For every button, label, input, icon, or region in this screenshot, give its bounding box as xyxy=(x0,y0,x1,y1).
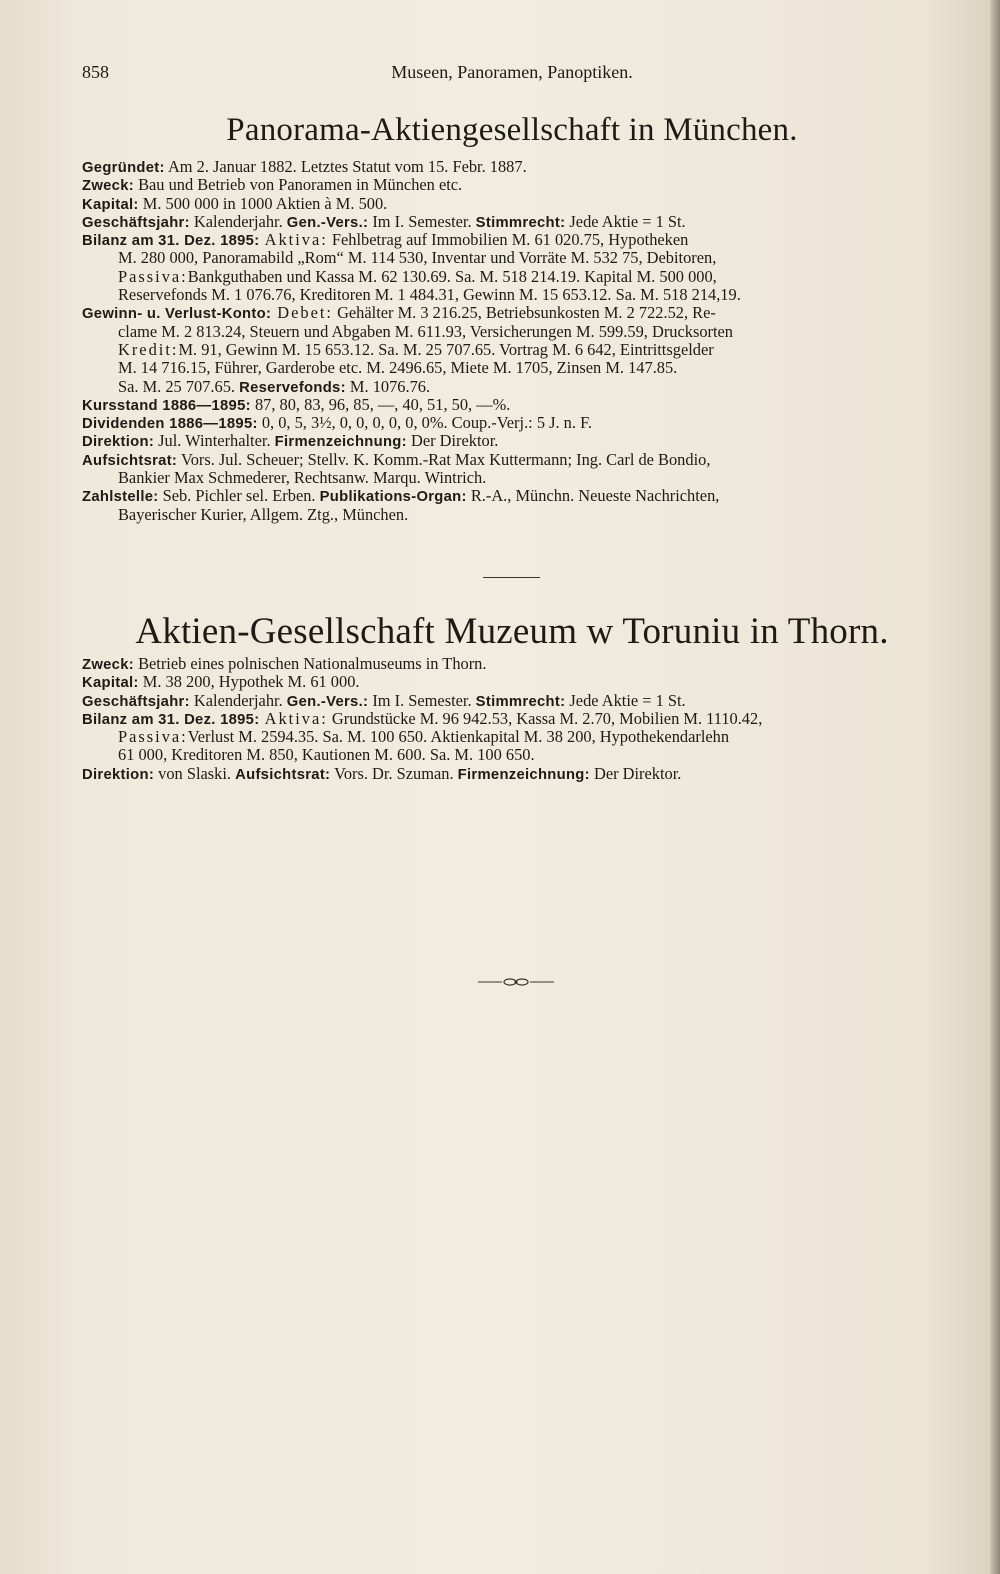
entry-spaced-label: Aktiva: xyxy=(259,230,328,250)
entry-line xyxy=(82,414,948,432)
entry-label: Dividenden 1886—1895: xyxy=(82,416,258,433)
entry-text: Grundstücke M. 96 942.53, Kassa M. 2.70, Mobilien M. 1110.42, xyxy=(327,708,763,728)
entry-line xyxy=(82,341,948,359)
entry-label: Publikations-Organ: xyxy=(319,489,467,506)
entry-line xyxy=(82,673,948,691)
entry-line xyxy=(82,286,948,304)
entry-line xyxy=(82,396,948,414)
entry-text: Gehälter M. 3 216.25, Betriebsunkosten M. 2 722.52, Re- xyxy=(332,303,716,323)
entry-text: Der Direktor. xyxy=(589,763,682,783)
entry-label: Kapital: xyxy=(82,675,139,692)
entry-text: Im I. Semester. xyxy=(368,690,472,710)
entry-text: Jede Aktie = 1 St. xyxy=(565,211,686,231)
entry-label: Bilanz am 31. Dez. 1895: xyxy=(82,711,260,728)
entry-text: Aktienkapital M. 38 200, Hypothekendarlehn xyxy=(427,727,730,747)
entry-line xyxy=(82,746,948,764)
entry-label: Firmenzeichnung: xyxy=(457,766,590,783)
fleuron-ornament-icon xyxy=(476,977,556,987)
entry-text: 61 000, Kreditoren M. 850, Kautionen M. 600. Sa. M. 100 650. xyxy=(118,745,535,765)
entry-text: Jede Aktie = 1 St. xyxy=(565,690,686,710)
entry-line xyxy=(82,655,948,673)
entry-line xyxy=(82,213,948,231)
entry-line xyxy=(82,304,948,322)
entry-label: Gegründet: xyxy=(82,160,165,176)
entry-text: Kalenderjahr. xyxy=(189,211,283,231)
entry-text: Kalenderjahr. xyxy=(189,690,283,710)
entry-label: Zweck: xyxy=(82,178,134,195)
entry-label: Aufsichtsrat: xyxy=(82,452,178,469)
entry-text: Sa. M. 25 707.65. xyxy=(118,376,236,396)
entry-label: Aufsichtsrat: xyxy=(235,766,331,783)
entry-line xyxy=(82,692,948,710)
entry-text: Am 2. Januar 1882. Letztes Statut vom 15. Febr. 1887. xyxy=(164,157,527,176)
entry-text: M. 14 716.15, Führer, Garderobe etc. M. 2496.65, Miete M. 1705, Zinsen M. 147.85. xyxy=(118,358,678,378)
entry-line xyxy=(82,506,948,524)
entry-text: Reservefonds M. 1 076.76, Kreditoren M. 1 484.31, Gewinn M. 15 653.12. Sa. M. 518 214,19. xyxy=(118,285,741,305)
entry-text: Der Direktor. xyxy=(406,431,499,451)
entry-spaced-label: Aktiva: xyxy=(259,708,328,728)
entry-label: Firmenzeichnung: xyxy=(274,434,407,451)
entry-text: Kapital M. 500 000, xyxy=(580,266,717,286)
entry-text: Verlust M. 2594.35. Sa. M. 100 650. xyxy=(187,727,428,747)
entry-line xyxy=(82,323,948,341)
entry-line xyxy=(82,359,948,377)
entry-line xyxy=(82,432,948,450)
section-title-muzeum: Aktien-Gesellschaft Muzeum w Toruniu in Thorn. xyxy=(135,611,889,652)
entry-line xyxy=(82,249,948,267)
entry-label: Geschäftsjahr: xyxy=(82,214,190,231)
entry-text: Bankguthaben und Kassa M. 62 130.69. Sa. M. 518 214.19. xyxy=(187,266,581,286)
entry-label: Gewinn- u. Verlust-Konto: xyxy=(82,306,272,323)
entry-label: Kapital: xyxy=(82,196,139,213)
entry-line xyxy=(82,378,948,396)
entry-label: Bilanz am 31. Dez. 1895: xyxy=(82,233,260,250)
entry-line xyxy=(82,765,948,783)
section-body-muzeum xyxy=(82,655,948,783)
entry-label: Kursstand 1886—1895: xyxy=(82,397,251,414)
entry-text: Im I. Semester. xyxy=(368,211,472,231)
entry-text: M. 280 000, Panoramabild „Rom“ M. 114 530, Inventar und Vorräte M. 532 75, Debitoren, xyxy=(118,248,717,268)
entry-label: Stimmrecht: xyxy=(475,214,566,231)
entry-text: Vors. Dr. Szuman. xyxy=(330,763,454,783)
entry-label: Direktion: xyxy=(82,766,155,783)
entry-text: Fehlbetrag auf Immobilien M. 61 020.75, Hypotheken xyxy=(327,230,689,250)
section-title-panorama: Panorama-Aktiengesellschaft in München. xyxy=(226,112,798,148)
entry-spaced-label: Debet: xyxy=(271,303,333,323)
entry-label: Reservefonds: xyxy=(239,379,346,396)
entry-line xyxy=(82,176,948,194)
entry-line xyxy=(82,728,948,746)
page-edge-shadow xyxy=(990,0,1000,1574)
entry-spaced-label: Passiva: xyxy=(118,266,188,286)
entry-label: Zweck: xyxy=(82,657,134,673)
entry-spaced-label: Kredit: xyxy=(118,339,179,359)
page-header xyxy=(82,62,942,88)
entry-text: M. 500 000 in 1000 Aktien à M. 500. xyxy=(138,193,388,213)
entry-label: Direktion: xyxy=(82,434,155,451)
running-head: Museen, Panoramen, Panoptiken. xyxy=(391,62,633,82)
section-divider xyxy=(483,577,540,578)
entry-text: M. 1076.76. xyxy=(345,376,431,396)
entry-label: Geschäftsjahr: xyxy=(82,693,190,710)
entry-label: Gen.-Vers.: xyxy=(286,214,369,231)
entry-text: von Slaski. xyxy=(154,763,232,783)
entry-text: Bankier Max Schmederer, Rechtsanw. Marqu. Wintrich. xyxy=(118,468,487,488)
entry-text: Bayerischer Kurier, Allgem. Ztg., München. xyxy=(118,504,409,524)
entry-text: 87, 80, 83, 96, 85, —, 40, 51, 50, —%. xyxy=(250,394,511,414)
entry-line xyxy=(82,451,948,469)
entry-label: Zahlstelle: xyxy=(82,489,159,506)
entry-text: Seb. Pichler sel. Erben. xyxy=(158,486,316,506)
entry-line xyxy=(82,469,948,487)
entry-text: clame M. 2 813.24, Steuern und Abgaben M. 611.93, Versicherungen M. 599.59, Drucksorten xyxy=(118,321,733,341)
entry-line xyxy=(82,231,948,249)
entry-text: 0, 0, 5, 3½, 0, 0, 0, 0, 0, 0%. Coup.-Verj.: 5 J. n. F. xyxy=(257,413,592,433)
page-number: 858 xyxy=(82,62,109,82)
section-body-panorama xyxy=(82,158,948,524)
entry-spaced-label: Passiva: xyxy=(118,727,188,747)
entry-text: Vors. Jul. Scheuer; Stellv. K. Komm.-Rat Max Kuttermann; Ing. Carl de Bondio, xyxy=(177,449,711,469)
entry-line xyxy=(82,158,948,176)
entry-text: Jul. Winterhalter. xyxy=(154,431,271,451)
entry-label: Stimmrecht: xyxy=(475,693,566,710)
entry-line xyxy=(82,268,948,286)
entry-label: Gen.-Vers.: xyxy=(286,693,369,710)
entry-text: R.-A., Münchn. Neueste Nachrichten, xyxy=(466,486,720,506)
entry-text: M. 91, Gewinn M. 15 653.12. Sa. M. 25 707.65. xyxy=(178,339,496,359)
entry-text: Bau und Betrieb von Panoramen in München etc. xyxy=(133,175,463,195)
entry-text: Vortrag M. 6 642, Eintrittsgelder xyxy=(495,339,714,359)
entry-text: M. 38 200, Hypothek M. 61 000. xyxy=(138,672,360,692)
entry-line xyxy=(82,710,948,728)
entry-text: Betrieb eines polnischen Nationalmuseums in Thorn. xyxy=(133,654,487,673)
entry-line xyxy=(82,195,948,213)
entry-line xyxy=(82,487,948,505)
